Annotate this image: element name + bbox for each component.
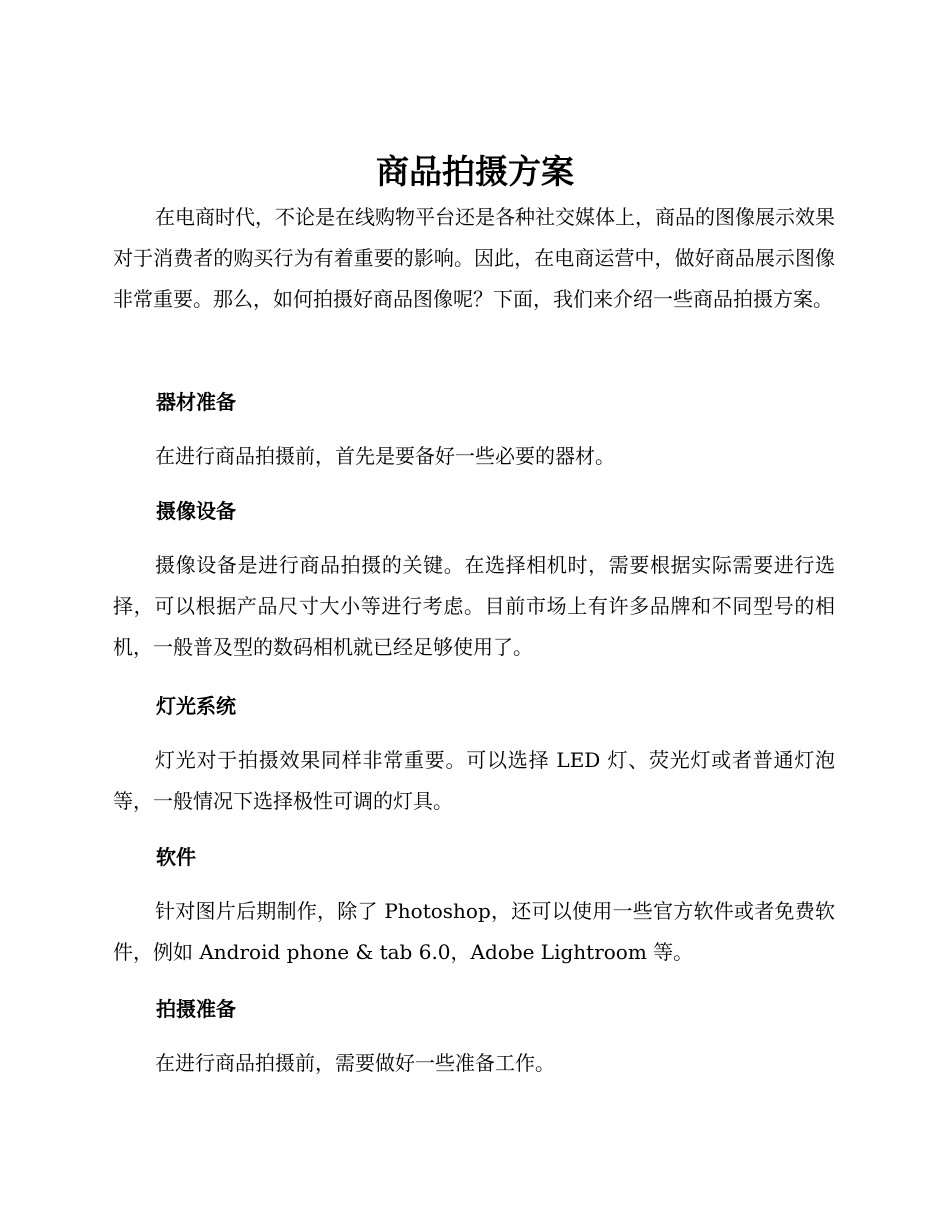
section-heading-software: 软件: [156, 845, 196, 869]
section-heading-camera: 摄像设备: [156, 499, 236, 523]
section-heading-lighting: 灯光系统: [156, 694, 236, 718]
section-heading-shooting-prep: 拍摄准备: [156, 997, 236, 1021]
section-text-shooting-prep: 在进行商品拍摄前，需要做好一些准备工作。: [155, 1051, 555, 1075]
section-text-software: 针对图片后期制作，除了 Photoshop，还可以使用一些官方软件或者免费软件，例如 Android phone & tab 6.0，Adobe Lightroom 等。: [113, 899, 835, 964]
intro-paragraph: 在电商时代，不论是在线购物平台还是各种社交媒体上，商品的图像展示效果对于消费者的购买行为有着重要的影响。因此，在电商运营中，做好商品展示图像非常重要。那么，如何拍摄好商品图像呢？下面，我们来介绍一些商品拍摄方案。: [113, 205, 835, 311]
document-title: 商品拍摄方案: [376, 152, 574, 191]
section-text-equipment: 在进行商品拍摄前，首先是要备好一些必要的器材。: [155, 444, 615, 468]
section-heading-equipment: 器材准备: [156, 390, 236, 414]
section-text-lighting: 灯光对于拍摄效果同样非常重要。可以选择 LED 灯、荧光灯或者普通灯泡等，一般情况下选择极性可调的灯具。: [113, 748, 835, 813]
section-text-camera: 摄像设备是进行商品拍摄的关键。在选择相机时，需要根据实际需要进行选择，可以根据产品尺寸大小等进行考虑。目前市场上有许多品牌和不同型号的相机，一般普及型的数码相机就已经足够使用了。: [113, 553, 835, 659]
